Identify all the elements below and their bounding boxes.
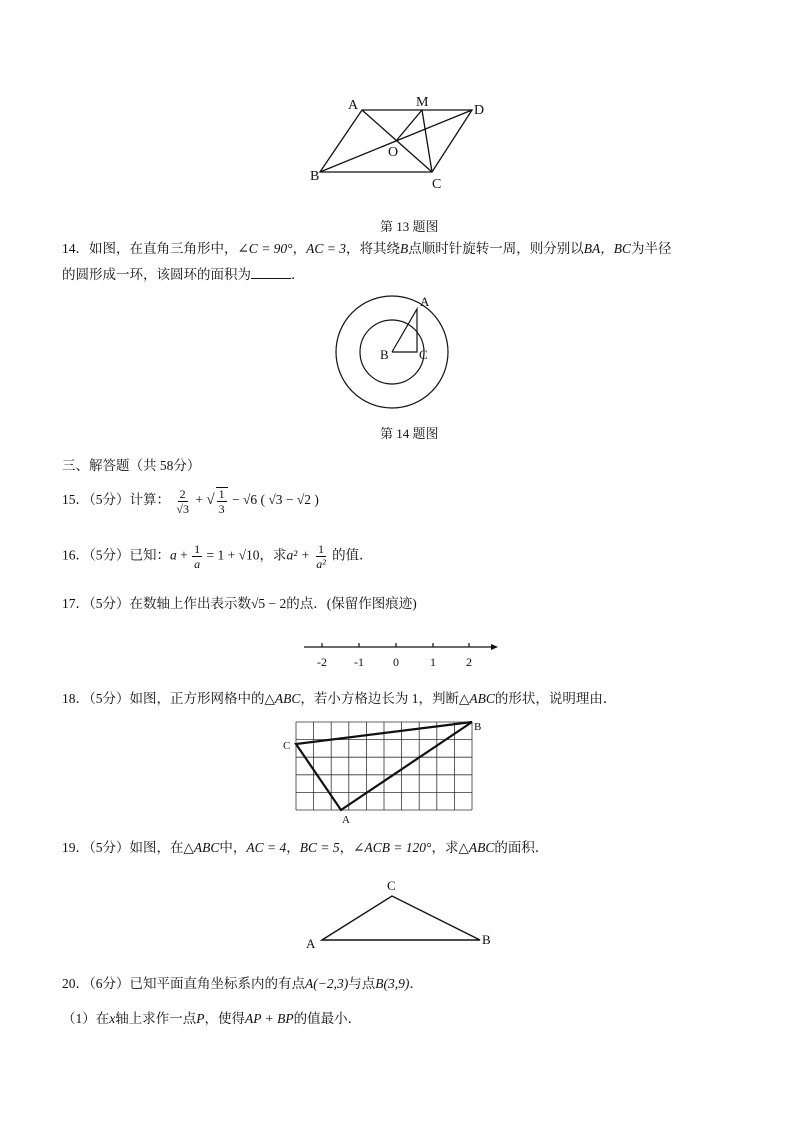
fig18-label-a: A — [342, 814, 350, 825]
fig13-label-a: A — [348, 98, 359, 113]
fig13-label-m: M — [416, 95, 429, 110]
q15: 15．（5分）计算： $\frac{2}{√3}$ + √ $\frac{1}{3}$ − √6 ( √3 − √2 ) — [62, 486, 319, 516]
fig14-label-a: A — [420, 294, 430, 309]
triangle-abc — [392, 309, 417, 352]
q14-line1: 14．如图，在直角三角形中，∠C = 90°，AC = 3，将其绕B点顺时针旋转一周，则分别以BA，BC为半径 — [62, 241, 672, 256]
fig18-label-c: C — [283, 740, 291, 752]
tick-label-2: 2 — [466, 655, 472, 669]
fig19-label-c: C — [387, 878, 396, 893]
fig13-label-d: D — [474, 103, 485, 118]
tick-label-neg2: -2 — [317, 655, 327, 669]
fig19-label-a: A — [306, 936, 316, 951]
number-line — [300, 638, 505, 672]
fig14-caption: 第 14 题图 — [380, 426, 439, 441]
fig13-label-b: B — [310, 169, 320, 184]
fig13-caption: 第 13 题图 — [380, 219, 439, 234]
section-3-title: 三、解答题（共 58分） — [62, 458, 201, 473]
q17: 17．（5分）在数轴上作出表示数√5 − 2的点．(保留作图痕迹) — [62, 596, 417, 611]
triangle-abc-19 — [322, 896, 480, 940]
fig14-label-c: C — [419, 347, 428, 362]
fig19-label-b: B — [482, 932, 491, 947]
tick-label-neg1: -1 — [354, 655, 364, 669]
fig18-label-b: B — [474, 721, 482, 733]
figure-18-grid — [280, 715, 500, 825]
figure-14 — [330, 292, 460, 412]
tick-label-1: 1 — [430, 655, 436, 669]
q14-line2: 的圆形成一环，该圆环的面积为 ． — [62, 267, 305, 282]
q19: 19．（5分）如图，在△ABC中，AC = 4，BC = 5，∠ACB = 120°，求△ABC的面积． — [62, 840, 549, 855]
fig13-label-c: C — [432, 177, 442, 192]
figure-19 — [300, 872, 500, 952]
q18: 18．（5分）如图，正方形网格中的△ABC，若小方格边长为 1，判断△ABC的形状，说明理由． — [62, 691, 617, 706]
q20: 20．（6分）已知平面直角坐标系内的有点A(−2,3)与点B(3,9)． — [62, 976, 423, 991]
fig13-label-o: O — [388, 145, 399, 160]
tick-label-0: 0 — [393, 655, 399, 669]
fig14-label-b: B — [380, 347, 389, 362]
answer-blank[interactable] — [251, 266, 291, 279]
figure-13 — [300, 90, 500, 195]
q20-part1: （1）在x轴上求作一点P，使得AP + BP的值最小． — [62, 1011, 362, 1026]
q16: 16．（5分）已知：a + $\frac{1}{a}$ = 1 + √10，求a² + $\frac{1}{\text{a²}}$ 的值． — [62, 542, 373, 571]
segment-mc — [422, 110, 432, 172]
